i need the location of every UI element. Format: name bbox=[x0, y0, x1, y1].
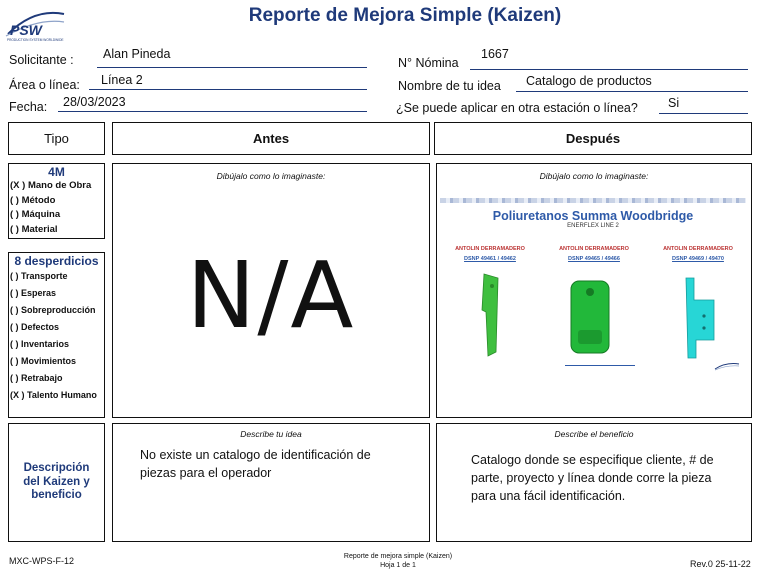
catalog-part-header: ANTOLIN DERRAMADERO bbox=[663, 246, 733, 252]
catalog-title: Poliuretanos Summa Woodbridge bbox=[492, 209, 694, 223]
desperdicios-list bbox=[9, 268, 104, 404]
catalog-part-image bbox=[568, 278, 612, 356]
beneficio-hint: Describe el beneficio bbox=[554, 429, 634, 439]
catalog-image bbox=[440, 198, 746, 378]
logo-subtext: PRODUCTION SYSTEM WORLDWIDE bbox=[7, 38, 64, 42]
area-label: Área o línea: bbox=[9, 78, 80, 92]
descripcion-box bbox=[8, 423, 105, 542]
solicitante-underline bbox=[97, 67, 367, 68]
footer-center-line2: Hoja 1 de 1 bbox=[380, 562, 416, 569]
nomina-value: 1667 bbox=[481, 47, 509, 61]
solicitante-label: Solicitante : bbox=[9, 53, 74, 67]
four-m-option: ( ) Material bbox=[10, 223, 58, 235]
catalog-footer-link bbox=[565, 365, 635, 366]
four-m-title: 4M bbox=[48, 165, 65, 179]
fecha-label: Fecha: bbox=[9, 100, 48, 114]
footer-form-code: MXC-WPS-F-12 bbox=[9, 556, 74, 566]
four-m-box bbox=[8, 163, 105, 239]
aplicar-label: ¿Se puede aplicar en otra estación o línea? bbox=[396, 101, 638, 115]
idea-box bbox=[112, 423, 430, 542]
antes-content: N/A bbox=[186, 242, 356, 349]
idea-text: No existe un catalogo de identificación de piezas para el operador bbox=[140, 448, 371, 480]
idea-hint: Describe tu idea bbox=[240, 429, 302, 439]
catalog-subtitle: ENERFLEX LINE 2 bbox=[567, 223, 619, 229]
four-m-list bbox=[9, 179, 104, 237]
desperdicio-option: ( ) Sobreproducción bbox=[10, 305, 96, 315]
catalog-part-header: ANTOLIN DERRAMADERO bbox=[559, 246, 629, 252]
despues-header: Después bbox=[434, 122, 752, 155]
area-value: Línea 2 bbox=[101, 73, 143, 87]
page-title: Reporte de Mejora Simple (Kaizen) bbox=[248, 5, 562, 26]
antes-header: Antes bbox=[112, 122, 430, 155]
idea-label: Nombre de tu idea bbox=[398, 79, 501, 93]
desperdicio-option: ( ) Esperas bbox=[10, 288, 57, 298]
descripcion-label: Descripción del Kaizen y beneficio bbox=[23, 462, 90, 502]
idea-underline bbox=[516, 91, 748, 92]
solicitante-value: Alan Pineda bbox=[103, 47, 171, 61]
antes-box bbox=[112, 163, 430, 418]
idea-value: Catalogo de productos bbox=[526, 74, 652, 88]
catalog-part-number: DSNP 49461 / 49462 bbox=[464, 256, 516, 262]
antes-hint: Dibújalo como lo imaginaste: bbox=[216, 171, 326, 181]
desperdicio-option: ( ) Transporte bbox=[10, 271, 68, 281]
catalog-part-number: DSNP 49469 / 49470 bbox=[672, 256, 724, 262]
psw-logo bbox=[4, 4, 66, 44]
catalog-part-image bbox=[476, 272, 506, 358]
despues-hint: Dibújalo como lo imaginaste: bbox=[539, 171, 649, 181]
footer-center-line1: Reporte de mejora simple (Kaizen) bbox=[343, 553, 453, 560]
despues-box bbox=[436, 163, 752, 418]
footer-revision: Rev.0 25-11-22 bbox=[690, 559, 751, 569]
four-m-option: ( ) Método bbox=[10, 194, 56, 206]
nomina-underline bbox=[470, 69, 748, 70]
catalog-part-image bbox=[680, 276, 720, 360]
desperdicio-option: ( ) Inventarios bbox=[10, 339, 70, 349]
tipo-header: Tipo bbox=[8, 122, 105, 155]
desperdicios-box bbox=[8, 252, 105, 418]
desperdicio-option: ( ) Defectos bbox=[10, 322, 60, 332]
aplicar-value: Si bbox=[668, 96, 680, 110]
catalog-part-header: ANTOLIN DERRAMADERO bbox=[455, 246, 525, 252]
desperdicio-option: ( ) Retrabajo bbox=[10, 373, 63, 383]
catalog-footer-logo bbox=[714, 358, 740, 368]
area-underline bbox=[89, 89, 367, 90]
four-m-option: ( ) Máquina bbox=[10, 209, 61, 220]
beneficio-box bbox=[436, 423, 752, 542]
desperdicio-option: (X ) Talento Humano bbox=[10, 390, 97, 400]
four-m-option: (X ) Mano de Obra bbox=[10, 180, 92, 191]
desperdicio-option: ( ) Movimientos bbox=[10, 356, 77, 366]
footer-center bbox=[298, 552, 498, 570]
desperdicios-title: 8 desperdicios bbox=[14, 254, 99, 268]
catalog-part-number: DSNP 49465 / 49466 bbox=[568, 256, 620, 262]
nomina-label: N° Nómina bbox=[398, 56, 459, 70]
aplicar-underline bbox=[659, 113, 748, 114]
fecha-underline bbox=[58, 111, 367, 112]
catalog-top-band bbox=[440, 198, 746, 203]
logo-text: PSW bbox=[10, 22, 42, 38]
fecha-value: 28/03/2023 bbox=[63, 95, 126, 109]
beneficio-text: Catalogo donde se especifique cliente, # de parte, proyecto y línea donde corre la pieza para una fácil identificación. bbox=[471, 453, 714, 503]
